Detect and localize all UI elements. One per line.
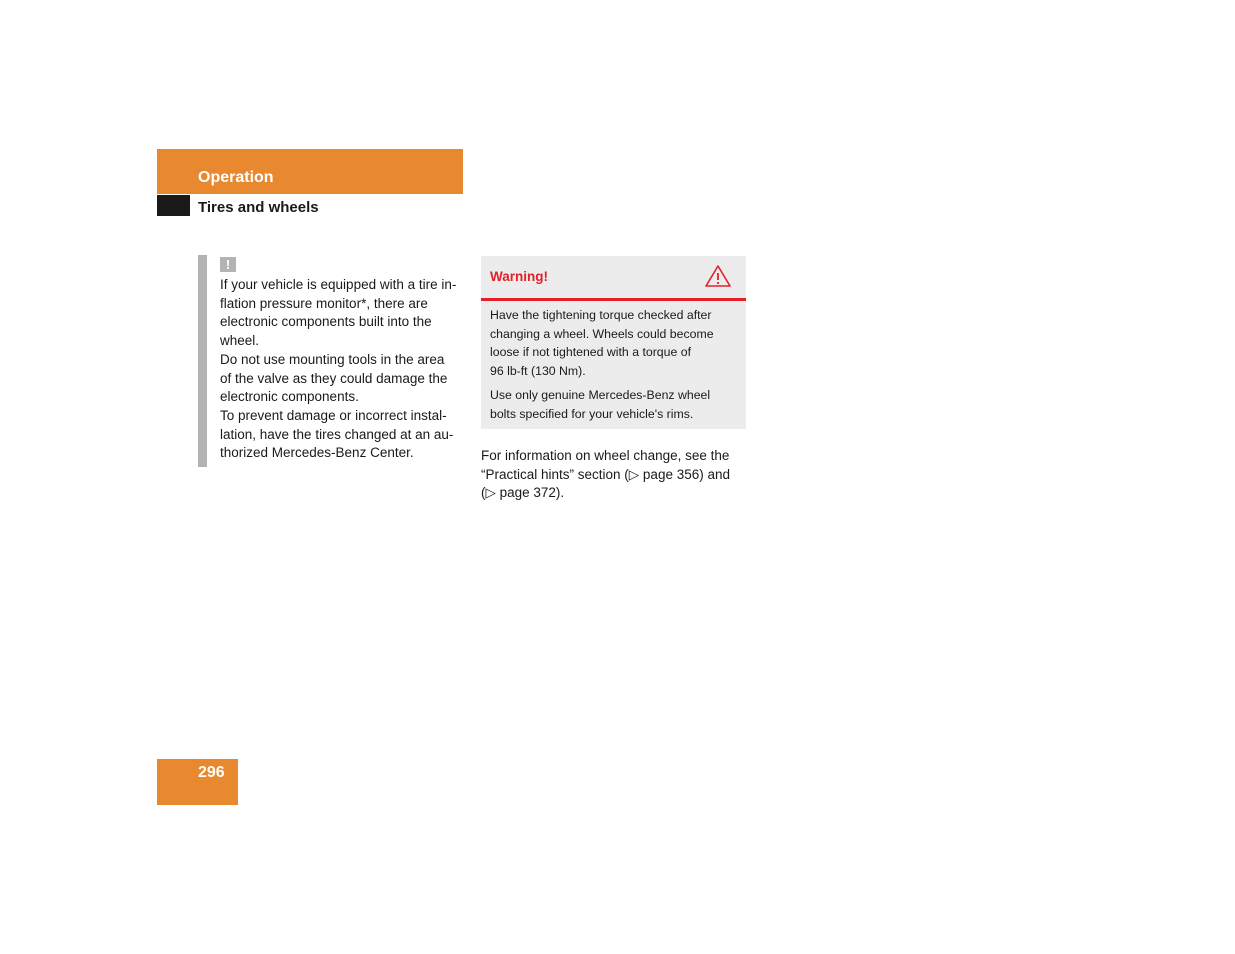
note-line: thorized Mercedes-Benz Center. (220, 445, 414, 461)
info-line: For information on wheel change, see the (481, 448, 730, 463)
note-box (198, 255, 466, 467)
note-text (220, 276, 466, 463)
warning-header (481, 256, 746, 301)
subsection-title: Tires and wheels (198, 199, 319, 216)
note-line: If your vehicle is equipped with a tire in- (220, 277, 457, 292)
warning-label: Warning! (490, 269, 548, 284)
note-sidebar (198, 255, 207, 467)
wheel-change-info (481, 447, 751, 503)
subsection-marker (157, 195, 190, 216)
page-number: 296 (198, 764, 225, 781)
warning-paragraph: Have the tightening torque checked after changing a wheel. Wheels could become loose if not tightened with a torque of 96 lb-ft (130 Nm). (490, 308, 714, 378)
warning-body (490, 306, 738, 429)
exclamation-icon: ! (220, 257, 236, 272)
section-title: Operation (198, 169, 274, 186)
warning-triangle-icon (704, 264, 732, 288)
note-line: of the valve as they could damage the (220, 370, 448, 386)
warning-paragraph: Use only genuine Mercedes-Benz wheel bolts specified for your vehicle's rims. (490, 388, 711, 421)
note-line: electronic components. (220, 389, 359, 405)
note-line: lation, have the tires changed at an au- (220, 426, 454, 442)
warning-box (481, 256, 746, 429)
info-line-page-ref[interactable]: (▷ page 372). (481, 485, 565, 501)
note-line: To prevent damage or incorrect instal- (220, 407, 447, 423)
note-line: wheel. (220, 333, 260, 349)
note-line: flation pressure monitor*, there are (220, 295, 428, 311)
note-line: Do not use mounting tools in the area (220, 351, 445, 367)
info-line-page-ref[interactable]: “Practical hints” section (▷ page 356) and (481, 466, 731, 482)
note-line: electronic components built into the (220, 314, 432, 330)
